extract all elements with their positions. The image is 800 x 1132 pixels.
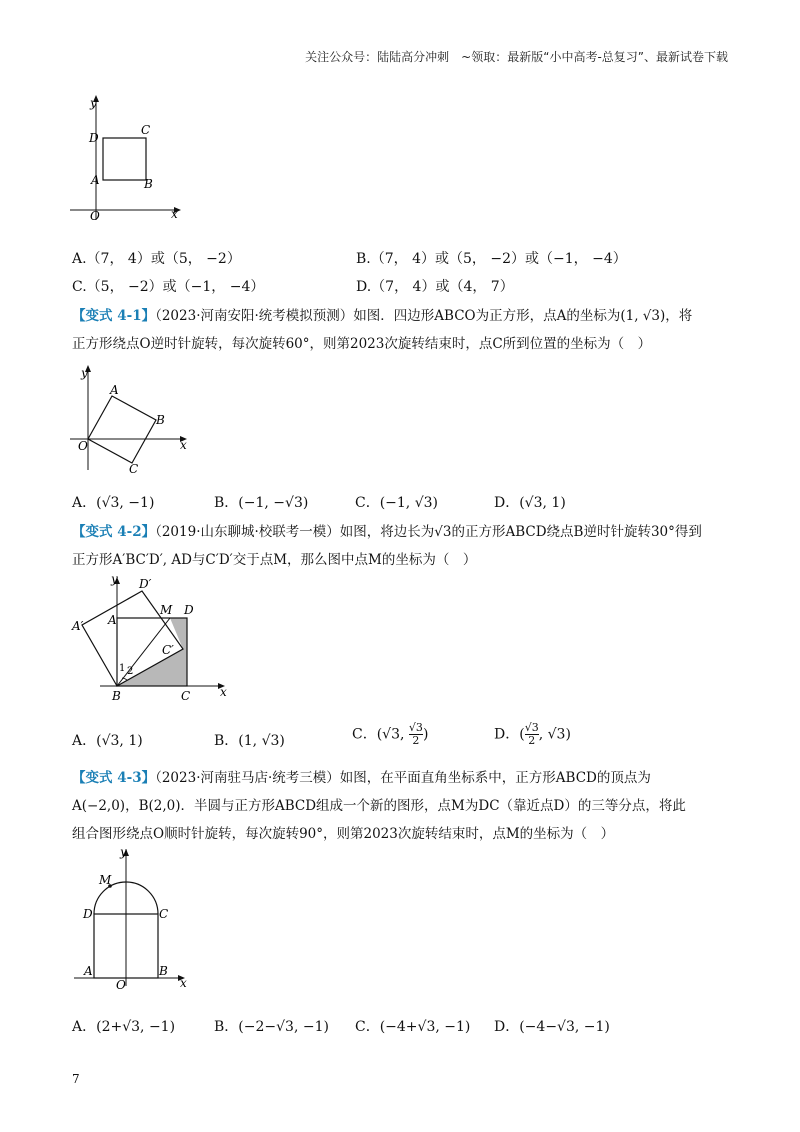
label-m: M xyxy=(99,873,112,887)
label-y: y xyxy=(111,574,118,586)
q2-option-c-post: ) xyxy=(422,726,429,743)
label-angle-1: 1 xyxy=(119,663,126,674)
q2-option-a xyxy=(72,730,143,750)
q0-option-c: C.（5， −2）或（−1， −4） xyxy=(72,279,265,295)
q2-option-c-num: √3 xyxy=(408,721,423,734)
label-b: B xyxy=(112,689,121,703)
q1-option-c: C．(−1, √3) xyxy=(355,495,439,511)
label-d: D xyxy=(83,907,93,921)
q2-option-a-letter: A． xyxy=(72,733,97,749)
label-c: C xyxy=(141,123,151,137)
square-abcd xyxy=(103,138,146,180)
q3-option-a: A．(2+√3, −1) xyxy=(72,1019,176,1035)
label-c: C xyxy=(181,689,191,703)
label-b: B xyxy=(156,413,165,427)
label-x: x xyxy=(180,438,187,452)
q2-text-1: （2019·山东聊城·校联考一模）如图，将边长为√3的正方形ABCD绕点B逆时针旋转30°得到 xyxy=(155,524,702,540)
q1-tag: 【变式 4-1】 xyxy=(72,308,156,324)
q2-option-d-num: √3 xyxy=(524,721,539,734)
q2-option-d-den: 2 xyxy=(525,734,539,747)
page-header: 关注公众号：陆陆高分冲刺 ~领取：最新版“小中高考-总复习”、最新试卷下载 xyxy=(305,50,728,64)
q3-line1 xyxy=(72,764,651,792)
q2-option-d-post: , √3) xyxy=(538,726,571,743)
q2-option-c xyxy=(352,722,428,747)
q2-option-b xyxy=(214,730,285,750)
q0-option-a: A.（7， 4）或（5， −2） xyxy=(72,251,241,267)
label-x: x xyxy=(220,685,227,699)
label-o: O xyxy=(90,209,100,223)
q1-text-1: （2023·河南安阳·统考模拟预测）如图．四边形ABCO为正方形，点A的坐标为(1, √3)，将 xyxy=(155,308,693,324)
label-d: D xyxy=(89,131,99,145)
q1-option-b: B．(−1, −√3) xyxy=(214,495,309,511)
q2-option-a-text: (√3, 1) xyxy=(96,733,143,749)
figure-rotated-square xyxy=(70,362,195,477)
label-a: A xyxy=(108,613,117,627)
label-y: y xyxy=(81,366,88,380)
q2-option-d-pre: ( xyxy=(519,726,525,743)
q2-option-c-letter: C． xyxy=(352,726,377,743)
q2-option-d-letter: D． xyxy=(494,726,520,743)
label-m: M xyxy=(160,603,173,617)
label-y: y xyxy=(120,846,127,859)
q3-line3: 组合图形绕点O顺时针旋转，每次旋转90°，则第2023次旋转结束时，点M的坐标为（ ） xyxy=(72,826,615,842)
q2-option-d-fraction xyxy=(525,722,539,747)
label-c-prime: C′ xyxy=(162,643,174,657)
label-angle-2: 2 xyxy=(127,666,134,677)
page-number: 7 xyxy=(72,1072,80,1086)
q2-line2: 正方形A′BC′D′, AD与C′D′交于点M，那么图中点M的坐标为（ ） xyxy=(72,552,477,568)
label-x: x xyxy=(171,207,178,221)
q0-option-b: B.（7， 4）或（5， −2）或（−1， −4） xyxy=(356,251,627,267)
label-a: A xyxy=(110,383,119,397)
square-abco xyxy=(88,396,156,463)
q3-line2: A(−2,0)，B(2,0)．半圆与正方形ABCD组成一个新的图形，点M为DC（靠近点D）的三等分点，将此 xyxy=(72,798,686,814)
label-o: O xyxy=(116,978,126,992)
q2-option-c-pre: (√3, xyxy=(376,726,409,743)
label-a-prime: A′ xyxy=(72,619,84,633)
figure-semicircle-square xyxy=(70,846,195,996)
label-d: D xyxy=(184,603,194,617)
figure-rotated-square-shaded xyxy=(70,574,235,704)
q1-option-d: D．(√3, 1) xyxy=(494,495,566,511)
q3-option-d: D．(−4−√3, −1) xyxy=(494,1019,610,1035)
q2-option-b-text: (1, √3) xyxy=(238,733,285,749)
q2-line1 xyxy=(72,518,702,546)
label-c: C xyxy=(159,907,169,921)
q3-text-1: （2023·河南驻马店·统考三模）如图，在平面直角坐标系中，正方形ABCD的顶点为 xyxy=(155,770,651,786)
label-c: C xyxy=(129,462,139,476)
q3-option-b: B．(−2−√3, −1) xyxy=(214,1019,329,1035)
q1-line1 xyxy=(72,302,692,330)
q1-option-a: A．(√3, −1) xyxy=(72,495,155,511)
q2-option-b-letter: B． xyxy=(214,733,239,749)
q0-option-d: D.（7， 4）或（4， 7） xyxy=(356,279,514,295)
q2-option-d xyxy=(494,722,571,747)
label-y: y xyxy=(90,96,97,110)
label-b: B xyxy=(144,177,153,191)
q2-option-c-fraction xyxy=(409,722,423,747)
label-d-prime: D′ xyxy=(139,577,152,591)
label-b: B xyxy=(159,964,168,978)
q2-option-c-den: 2 xyxy=(409,734,423,747)
label-a: A xyxy=(84,964,93,978)
q3-option-c: C．(−4+√3, −1) xyxy=(355,1019,471,1035)
label-x: x xyxy=(180,976,187,990)
figure-square-coordinate xyxy=(70,92,190,227)
q1-line2: 正方形绕点O逆时针旋转，每次旋转60°，则第2023次旋转结束时，点C所到位置的坐标为（ ） xyxy=(72,336,652,352)
q2-tag: 【变式 4-2】 xyxy=(72,524,156,540)
q3-tag: 【变式 4-3】 xyxy=(72,770,156,786)
label-o: O xyxy=(78,439,88,453)
label-a: A xyxy=(91,173,100,187)
